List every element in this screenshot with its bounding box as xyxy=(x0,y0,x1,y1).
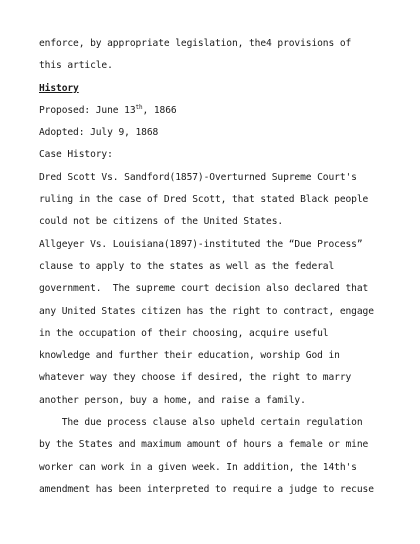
allgeyer-line-1: Allgeyer Vs. Louisiana(1897)-instituted the “Due Process” xyxy=(39,238,363,250)
dred-scott-line-3: could not be citizens of the United States. xyxy=(39,216,284,228)
due-process-line-2: by the States and maximum amount of hours a female or mine xyxy=(39,439,369,451)
allgeyer-line-6: knowledge and further their education, worship God in xyxy=(39,350,340,362)
dred-scott-line-1: Dred Scott Vs. Sandford(1857)-Overturned Supreme Court's xyxy=(39,171,357,183)
document-body xyxy=(39,33,389,501)
allgeyer-line-8: another person, buy a home, and raise a family. xyxy=(39,394,306,406)
allgeyer-line-3: government. The supreme court decision also declared that xyxy=(39,283,369,295)
proposed-superscript: th xyxy=(135,103,143,111)
allgeyer-line-7: whatever way they choose if desired, the right to marry xyxy=(39,372,352,384)
intro-line-2: this article. xyxy=(39,60,113,72)
history-heading: History xyxy=(39,82,79,94)
allgeyer-line-4: any United States citizen has the right to contract, engage xyxy=(39,305,374,317)
allgeyer-line-2: clause to apply to the states as well as the federal xyxy=(39,260,335,272)
adopted-date: Adopted: July 9, 1868 xyxy=(39,127,159,139)
allgeyer-line-5: in the occupation of their choosing, acquire useful xyxy=(39,327,329,339)
proposed-date xyxy=(39,100,389,122)
proposed-suffix: , 1866 xyxy=(142,104,177,116)
case-history-label: Case History: xyxy=(39,149,113,161)
due-process-line-1: The due process clause also upheld certain regulation xyxy=(39,417,363,429)
due-process-line-4: amendment has been interpreted to require a judge to recuse xyxy=(39,483,374,495)
proposed-prefix: Proposed: June 13 xyxy=(39,104,136,116)
intro-line-1: enforce, by appropriate legislation, the4 provisions of xyxy=(39,38,352,49)
due-process-line-3: worker can work in a given week. In addition, the 14th's xyxy=(39,461,357,473)
dred-scott-line-2: ruling in the case of Dred Scott, that stated Black people xyxy=(39,194,369,206)
